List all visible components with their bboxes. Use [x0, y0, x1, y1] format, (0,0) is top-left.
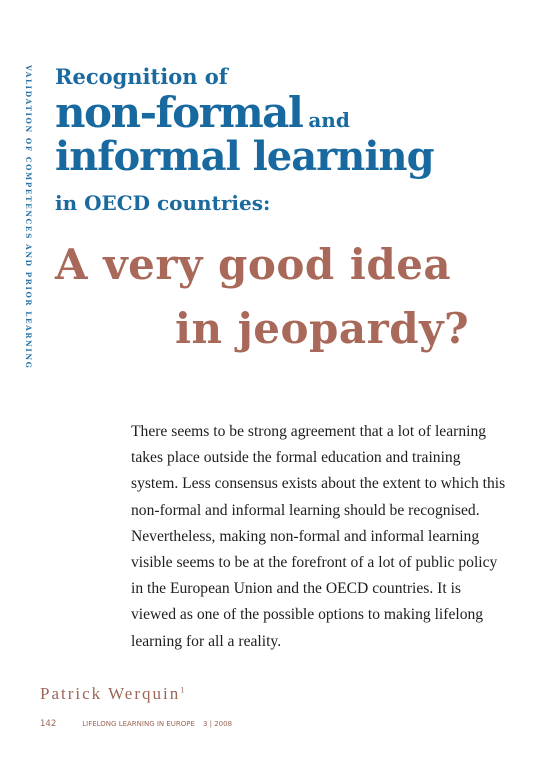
headline-line-2: in jeopardy? — [175, 304, 470, 353]
series-label: VALIDATION OF COMPETENCES AND PRIOR LEARNING — [24, 65, 33, 370]
abstract-paragraph: There seems to be strong agreement that a lot of learning takes place outside the formal education and training system. Less consensus exists about the extent to which this non-formal and informal learning should be recognised. Nevertheless, making non-formal and informal learning visible seems to be at the forefront of a lot of public policy in the European Union and the OECD countries. It is viewed as one of the possible options to making lifelong learning for all a reality. — [131, 423, 506, 650]
author-byline — [40, 684, 184, 704]
journal-name: LIFELONG LEARNING IN EUROPE — [82, 720, 195, 728]
title-line-3: informal learning — [55, 133, 434, 180]
author-name: Patrick Werquin — [40, 684, 181, 703]
page-footer — [40, 719, 232, 729]
journal-issue: 3 | 2008 — [202, 720, 233, 728]
title-line-2 — [55, 88, 350, 137]
title-line-1: Recognition of — [55, 64, 228, 89]
page-number: 142 — [40, 719, 57, 729]
author-footnote-marker: 1 — [180, 685, 185, 695]
headline-line-1: A very good idea — [55, 240, 452, 289]
title-non-formal: non-formal — [55, 88, 303, 137]
title-and: and — [308, 108, 350, 132]
title-line-4: in OECD countries: — [55, 191, 271, 215]
